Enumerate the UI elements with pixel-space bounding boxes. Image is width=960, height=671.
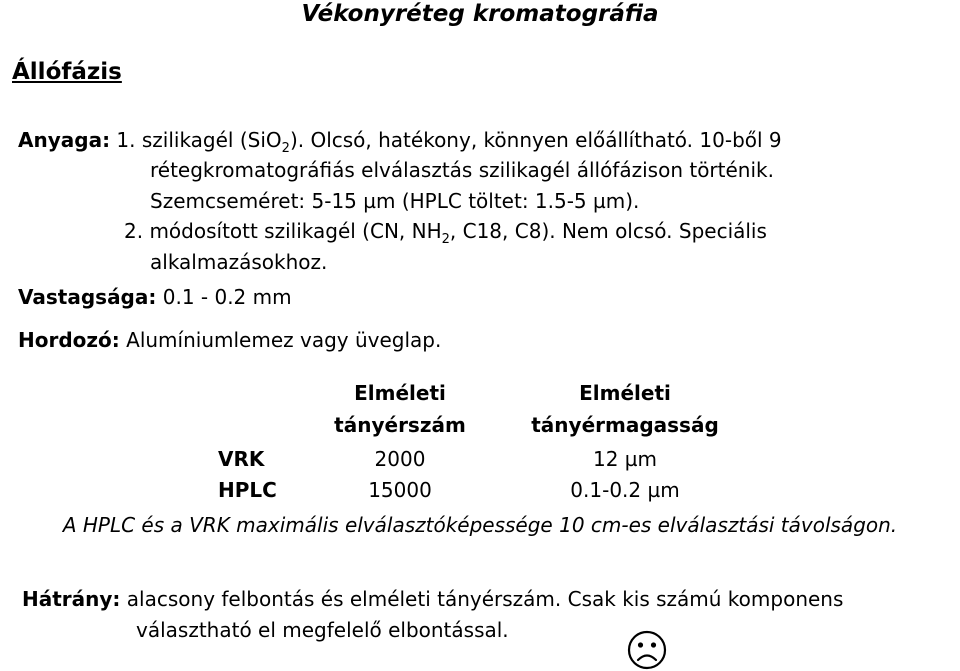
row-plates: 15000 — [368, 478, 432, 502]
vastagsag-label: Vastagsága: — [18, 285, 157, 309]
anyaga-item-2 — [124, 218, 767, 247]
section-heading: Állófázis — [12, 59, 122, 85]
row-height: 0.1-0.2 µm — [570, 478, 680, 502]
anyaga-item1-prefix: 1. szilikagél (SiO — [116, 128, 282, 152]
anyaga-line-1 — [18, 127, 782, 156]
header-height-line-1: Elméleti — [579, 381, 671, 405]
anyaga-item2-line-2: alkalmazásokhoz. — [150, 250, 328, 274]
anyaga-item1-line-2: rétegkromatográfiás elválasztás szilikagél állófázison történik. — [150, 158, 774, 182]
row-height: 12 µm — [592, 447, 657, 471]
hordozo-value: Alumíniumlemez vagy üveglap. — [119, 328, 442, 352]
hatrany-text: alacsony felbontás és elméleti tányérszám. Csak kis számú komponens — [120, 587, 844, 611]
hordozo-line — [18, 327, 441, 353]
hordozo-label: Hordozó: — [18, 328, 120, 352]
anyaga-item1-rest: ). Olcsó, hatékony, könnyen előállítható. 10-ből 9 — [289, 128, 782, 152]
anyaga-item2-rest: , C18, C8). Nem olcsó. Speciális — [449, 219, 767, 243]
row-plates: 2000 — [374, 447, 426, 471]
header-plates-line-1: Elméleti — [354, 381, 446, 405]
anyaga-item1-subscript: 2 — [281, 141, 290, 156]
vastagsag-value: 0.1 - 0.2 mm — [156, 285, 292, 309]
hatrany-line-2: választható el megfelelő elbontással. — [136, 618, 509, 642]
hatrany-label: Hátrány: — [22, 587, 121, 611]
anyaga-item2-subscript: 2 — [441, 232, 450, 247]
anyaga-label: Anyaga: — [18, 128, 111, 152]
header-plates-line-2: tányérszám — [334, 413, 466, 437]
sad-face-icon — [627, 630, 667, 671]
header-height-line-2: tányérmagasság — [531, 413, 719, 437]
page-title: Vékonyréteg kromatográfia — [301, 1, 659, 27]
anyaga-item2-prefix: 2. módosított szilikagél (CN, NH — [124, 219, 442, 243]
anyaga-item1-line-3: Szemcseméret: 5-15 µm (HPLC töltet: 1.5-5 µm). — [150, 189, 640, 213]
row-label: VRK — [218, 447, 265, 471]
hatrany-line-1 — [22, 586, 843, 612]
row-label: HPLC — [218, 478, 277, 502]
resolution-note: A HPLC és a VRK maximális elválasztóképessége 10 cm-es elválasztási távolságon. — [62, 513, 898, 537]
vastagsag-line — [18, 284, 292, 310]
